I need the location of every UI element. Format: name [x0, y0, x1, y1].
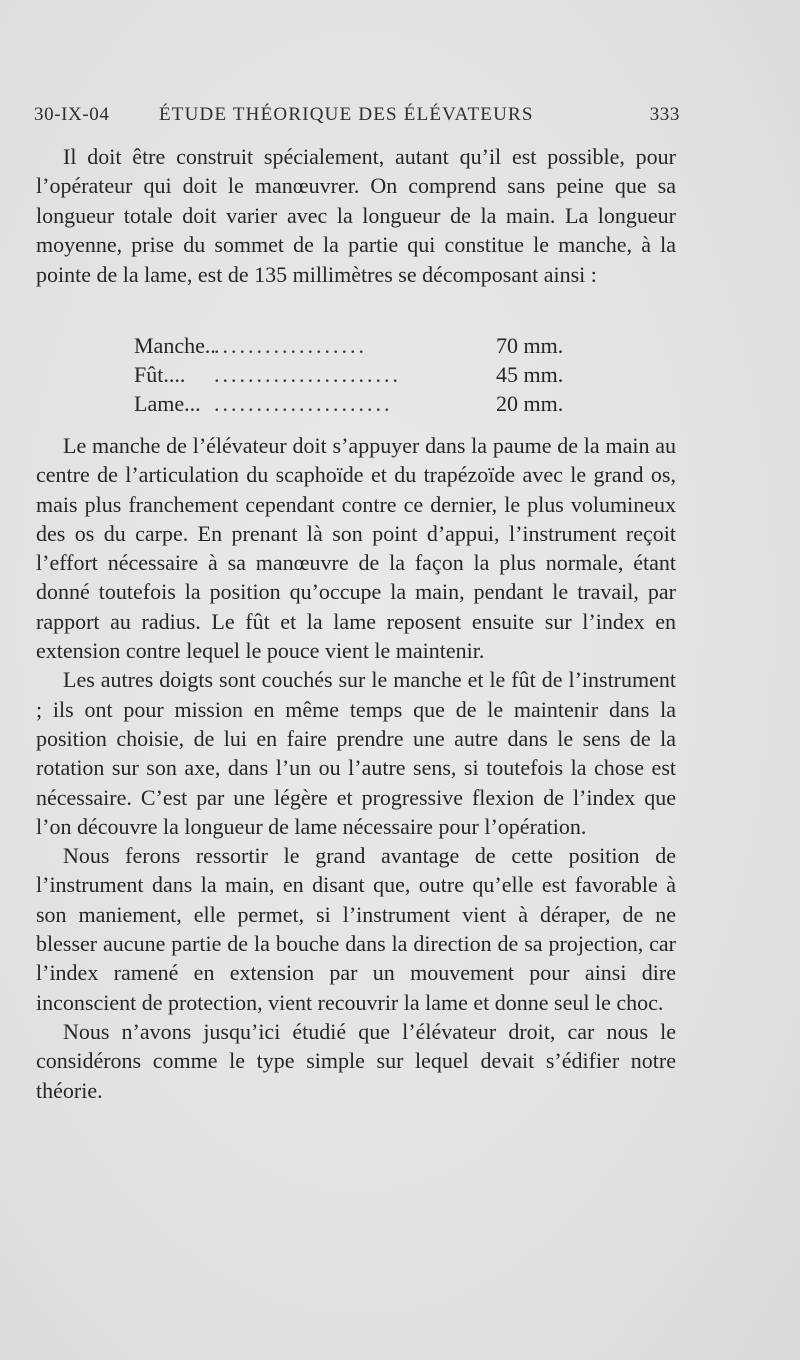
text-block-bottom [36, 431, 676, 1105]
measure-value: 70 mm. [496, 333, 564, 358]
running-head-title: ÉTUDE THÉORIQUE DES ÉLÉVATEURS [159, 104, 534, 125]
measure-value: 45 mm. [496, 362, 564, 387]
dot-leader: ...................... [214, 362, 401, 387]
measure-label: Lame... [134, 391, 201, 416]
paragraph: Les autres doigts sont couchés sur le manche et le fût de l’instrument ; ils ont pour mission en même temps que de le maintenir dans la position choisie, de lui en faire prendre une autre dans le sens de la rotation sur son axe, dans l’un ou l’autre sens, si toutefois la chose est nécessaire. C’est par une légère et progressive flexion de l’index que l’on découvre la longueur de lame nécessaire pour l’opération. [36, 667, 676, 839]
measure-label: Fût.... [134, 362, 186, 387]
paragraph: Le manche de l’élévateur doit s’appuyer dans la paume de la main au centre de l’articulation du scaphoïde et du trapézoïde avec le grand os, mais plus franchement cependant contre ce dernier, le plus volumineux des os du carpe. En prenant là son point d’appui, l’instrument reçoit l’effort nécessaire à sa manœuvre de la façon la plus normale, étant donné toutefois la position qu’occupe la main, pendant le travail, par rapport au radius. Le fût et la lame reposent ensuite sur l’index en extension contre lequel le pouce vient le maintenir. [36, 433, 676, 664]
dot-leader: ..................... [214, 391, 393, 416]
text-block-top [36, 142, 676, 289]
measurements-table [134, 331, 594, 418]
measure-label: Manche.. [134, 333, 216, 358]
running-head-date: 30-IX-04 [34, 104, 110, 125]
dot-leader: .................. [214, 333, 367, 358]
measure-row-fut [134, 360, 594, 389]
page-number: 333 [649, 104, 680, 125]
running-head [34, 104, 680, 134]
measure-row-manche [134, 331, 594, 360]
measure-row-lame [134, 389, 594, 418]
paragraph: Nous n’avons jusqu’ici étudié que l’élévateur droit, car nous le considérons comme le type simple sur lequel devait s’édifier notre théorie. [36, 1018, 676, 1103]
paragraph: Nous ferons ressortir le grand avantage de cette position de l’instrument dans la main, en disant que, outre qu’elle est favorable à son maniement, elle permet, si l’instrument vient à déraper, de ne blesser aucune partie de la bouche dans la direction de sa projection, car l’index ramené en extension par un mouvement pour ainsi dire inconscient de protection, vient recouvrir la lame et donne seul le choc. [36, 843, 676, 1015]
paragraph: Il doit être construit spécialement, autant qu’il est possible, pour l’opérateur qui doit le manœuvrer. On comprend sans peine que sa longueur totale doit varier avec la longueur de la main. La longueur moyenne, prise du sommet de la partie qui constitue le manche, à la pointe de la lame, est de 135 millimètres se décomposant ainsi : [36, 144, 676, 287]
measure-value: 20 mm. [496, 391, 564, 416]
